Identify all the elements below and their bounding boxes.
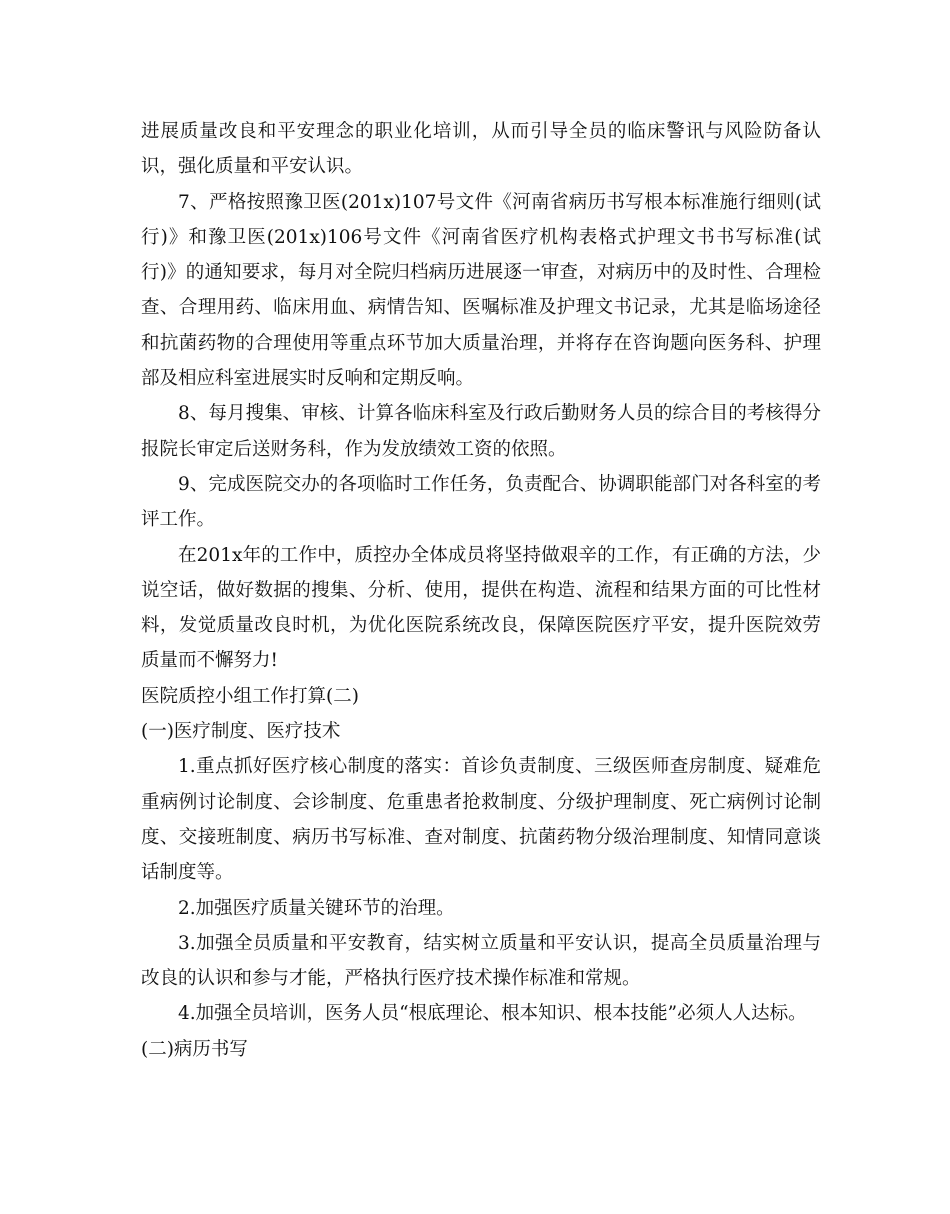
subsection-heading-1: (一)医疗制度、医疗技术 — [141, 721, 341, 743]
paragraph-point-3: 3.加强全员质量和平安教育，结实树立质量和平安认识，提高全员质量治理与改良的认识和参与才能，严格执行医疗技术操作标准和常规。 — [141, 932, 821, 990]
paragraph-item-8: 8、每月搜集、审核、计算各临床科室及行政后勤财务人员的综合目的考核得分报院长审定后送财务科，作为发放绩效工资的依照。 — [141, 403, 821, 460]
paragraph-point-1: 1.重点抓好医疗核心制度的落实：首诊负责制度、三级医师查房制度、疑难危重病例讨论制度、会诊制度、危重患者抢救制度、分级护理制度、死亡病例讨论制度、交接班制度、病历书写标准、查对制度、抗菌药物分级治理制度、知情同意谈话制度等。 — [141, 756, 821, 884]
paragraph-point-4: 4.加强全员培训，医务人员“根底理论、根本知识、根本技能”必须人人达标。 — [178, 1003, 807, 1025]
document-body — [141, 114, 821, 1067]
paragraph-point-2: 2.加强医疗质量关键环节的治理。 — [178, 897, 455, 919]
paragraph-item-9: 9、完成医院交办的各项临时工作任务，负责配合、协调职能部门对各科室的考评工作。 — [141, 473, 821, 531]
paragraph-quality-training: 进展质量改良和平安理念的职业化培训，从而引导全员的临床警讯与风险防备认识，强化质量和平安认识。 — [141, 121, 821, 178]
subsection-heading-2: (二)病历书写 — [141, 1038, 248, 1060]
section-title: 医院质控小组工作打算(二) — [141, 685, 359, 707]
paragraph-summary: 在201x年的工作中，质控办全体成员将坚持做艰辛的工作，有正确的方法，少说空话，做好数据的搜集、分析、使用，提供在构造、流程和结果方面的可比性材料，发觉质量改良时机，为优化医院系统改良，保障医院医疗平安，提升医院效劳质量而不懈努力! — [141, 544, 821, 672]
paragraph-item-7: 7、严格按照豫卫医(201x)107号文件《河南省病历书写根本标准施行细则(试行)》和豫卫医(201x)106号文件《河南省医疗机构表格式护理文书书写标准(试行)》的通知要求，每月对全院归档病历进展逐一审查，对病历中的及时性、合理检查、合理用药、临床用血、病情告知、医嘱标准及护理文书记录，尤其是临场途径和抗菌药物的合理使用等重点环节加大质量治理，并将存在咨询题向医务科、护理部及相应科室进展实时反响和定期反响。 — [141, 191, 821, 390]
